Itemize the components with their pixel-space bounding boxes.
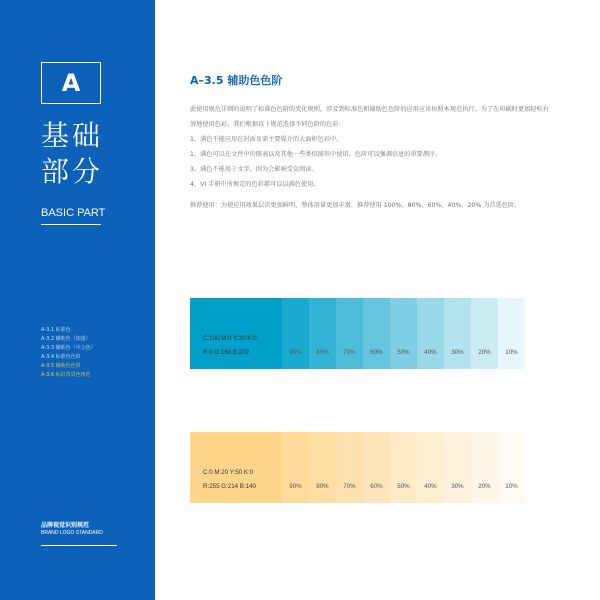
main-swatch [190, 432, 282, 503]
rule-item: 3、满色不能用于文字，因为会影响受众阅读。 [190, 166, 318, 173]
nav-item-a-3-6[interactable]: A-3.6 标识背景色规范 [41, 372, 91, 378]
tint-label: 30% [451, 349, 464, 356]
tint-label: 50% [397, 349, 410, 356]
color-scale-blue [190, 298, 536, 369]
tint-label: 60% [370, 483, 383, 490]
tint-swatch [363, 432, 390, 503]
tint-label: 50% [397, 483, 410, 490]
tint-swatch [417, 298, 444, 369]
section-title-line2: 部分 [41, 155, 104, 188]
divider [41, 224, 101, 225]
tint-label: 70% [343, 483, 356, 490]
tint-swatch [282, 432, 309, 503]
section-title-line1: 基础 [41, 119, 104, 152]
recommend-text: 推荐使用：为使应用效果层次更加鲜明，整体用量更加丰富，推荐使用 100%、80%、60%、40%、20% 为首选色阶。 [190, 202, 521, 209]
tint-label: 70% [343, 349, 356, 356]
tint-swatch [309, 432, 336, 503]
page-heading: A–3.5 辅助色色阶 [190, 74, 283, 87]
tint-swatch [471, 298, 498, 369]
tint-label: 20% [478, 349, 491, 356]
main-swatch [190, 298, 282, 369]
rgb-value: R:0 G:160 B:202 [203, 349, 250, 356]
nav-item-a-3-4[interactable]: A-3.4 标准色色阶 [41, 354, 81, 360]
cmyk-value: C:0 M:20 Y:50 K:0 [203, 469, 254, 476]
cmyk-value: C:100 M:0 Y:20 K:0 [203, 335, 257, 342]
body-text [190, 102, 550, 192]
tint-label: 60% [370, 349, 383, 356]
intro-paragraph: 此使用规范详细的说明了标准色色阶的变化规则，涉及到标准色和辅助色色阶的应用应该按照本规范执行。为了在印刷时更加轻松有效地使用色彩，我们根据以下规范选择不同色阶的色彩： [190, 106, 549, 128]
section-letter: A [61, 69, 81, 97]
tint-swatch [309, 298, 336, 369]
section-title-en: BASIC PART [41, 207, 106, 219]
nav-item-a-3-5[interactable]: A-3.5 辅助色色阶 [41, 363, 81, 369]
nav-item-a-3-3[interactable]: A-3.3 辅助色（中立色） [41, 345, 96, 351]
tint-label: 30% [451, 483, 464, 490]
nav-item-a-3-2[interactable]: A-3.2 辅助色（加量） [41, 336, 91, 342]
color-scale-orange [190, 432, 536, 503]
tint-swatch [498, 298, 525, 369]
tint-swatch [444, 432, 471, 503]
tint-swatch [363, 298, 390, 369]
tint-label: 10% [505, 349, 518, 356]
tint-swatch [390, 432, 417, 503]
tint-label: 80% [316, 483, 329, 490]
tint-swatch [282, 298, 309, 369]
rgb-value: R:255 G:214 B:140 [203, 483, 256, 490]
brand-title-cn: 品牌视觉识别规范 [41, 522, 90, 529]
tint-swatch [444, 298, 471, 369]
brand-block [41, 522, 103, 537]
tint-label: 90% [289, 483, 302, 490]
tint-label: 40% [424, 349, 437, 356]
tint-label: 10% [505, 483, 518, 490]
tint-swatch [390, 298, 417, 369]
tint-label: 90% [289, 349, 302, 356]
rule-item: 1、满色不能应用在封面及需主要媒介的大面积色彩中。 [190, 136, 343, 143]
section-nav [41, 326, 96, 380]
divider [41, 545, 117, 546]
rule-item: 4、VI 手册中所规定的色彩都可以以满色使用。 [190, 181, 320, 188]
tint-label: 40% [424, 483, 437, 490]
nav-item-a-3-1[interactable]: A-3.1 标准色 [41, 327, 71, 333]
tint-label: 20% [478, 483, 491, 490]
brand-title-en: BRAND LOGO STANDARD [41, 530, 103, 536]
sidebar [0, 0, 155, 600]
tint-swatch [336, 432, 363, 503]
section-letter-box [41, 62, 101, 104]
section-title [41, 118, 103, 190]
rule-item: 1、满色可以在文件中的图表以及其他一些类似图形中使用，色阶可以强调信息的重要测序。 [190, 151, 442, 158]
tint-swatch [471, 432, 498, 503]
tint-swatch [417, 432, 444, 503]
tint-swatch [336, 298, 363, 369]
tint-swatch [498, 432, 525, 503]
tint-label: 80% [316, 349, 329, 356]
